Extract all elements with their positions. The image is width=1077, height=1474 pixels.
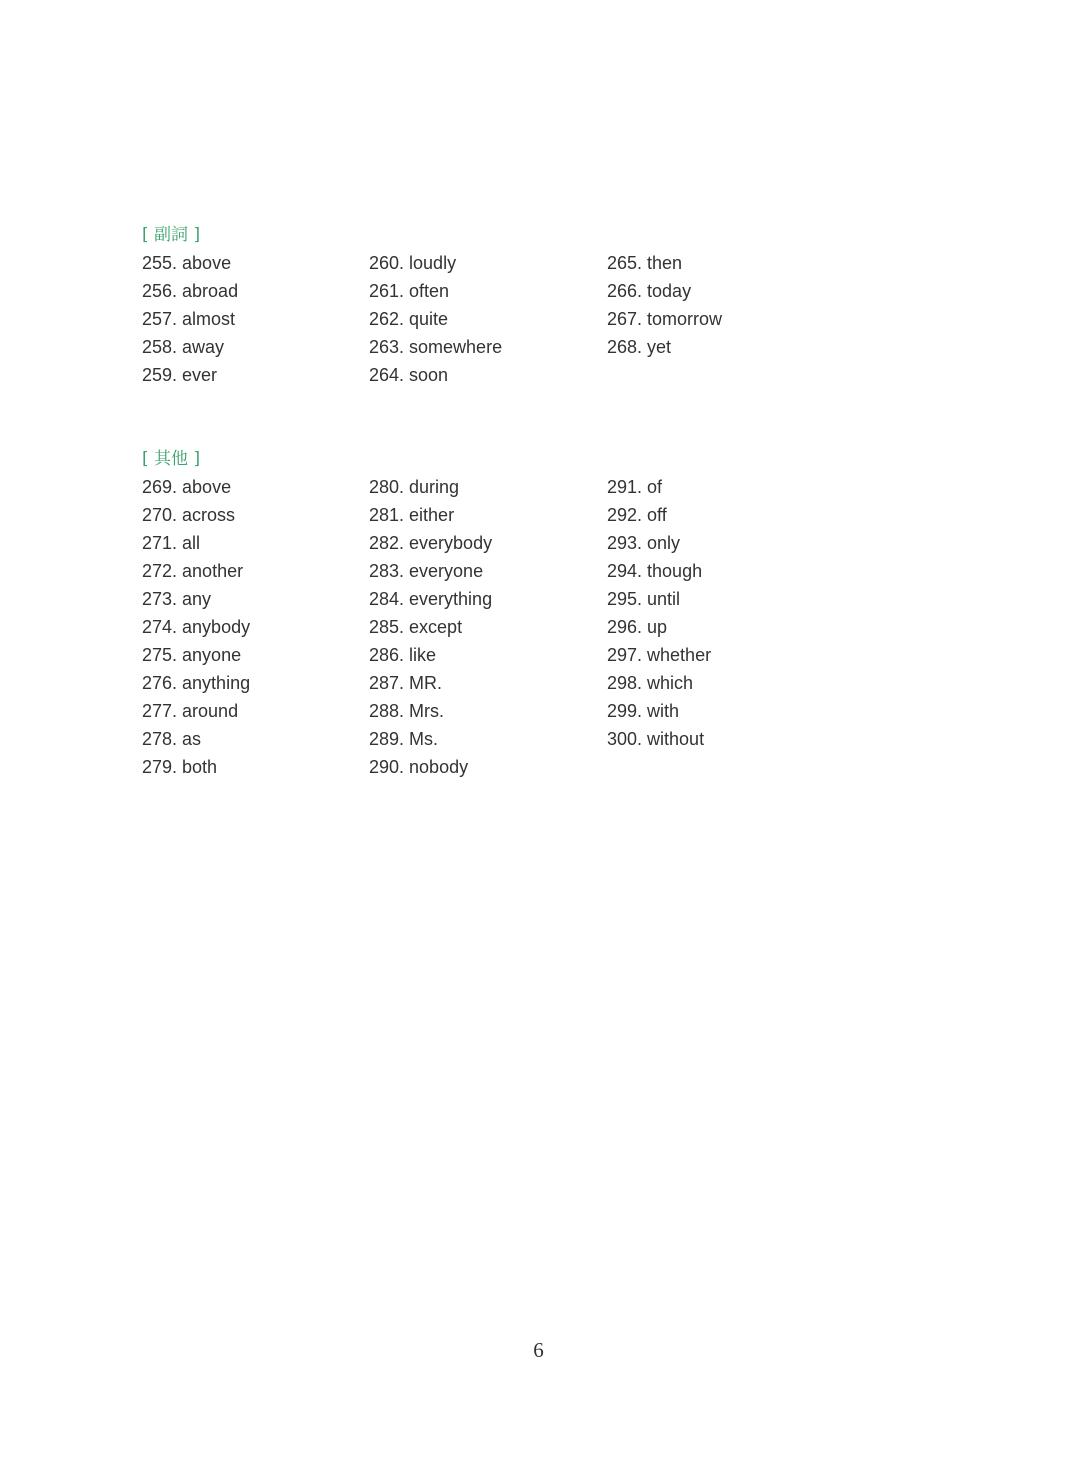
word-entry: 300. without	[607, 729, 705, 749]
word-entry: 289. Ms.	[369, 729, 439, 749]
word-entry: 290. nobody	[369, 757, 469, 777]
word-entry: 279. both	[142, 757, 218, 777]
word-entry: 257. almost	[142, 309, 236, 329]
word-entry: 272. another	[142, 561, 244, 581]
word-entry: 267. tomorrow	[607, 309, 723, 329]
word-entry: 293. only	[607, 533, 681, 553]
word-entry: 276. anything	[142, 673, 251, 693]
word-entry: 277. around	[142, 701, 239, 721]
word-entry: 284. everything	[369, 589, 493, 609]
word-column	[607, 249, 722, 361]
word-entry: 274. anybody	[142, 617, 251, 637]
word-entry: 283. everyone	[369, 561, 484, 581]
section-heading: [ 其他 ]	[142, 449, 201, 469]
section-heading: [ 副詞 ]	[142, 225, 201, 245]
word-entry: 278. as	[142, 729, 202, 749]
word-entry: 291. of	[607, 477, 663, 497]
word-entry: 262. quite	[369, 309, 449, 329]
word-column	[369, 473, 492, 781]
word-entry: 282. everybody	[369, 533, 493, 553]
word-entry: 264. soon	[369, 365, 449, 385]
word-entry: 275. anyone	[142, 645, 242, 665]
word-entry: 256. abroad	[142, 281, 239, 301]
word-entry: 270. across	[142, 505, 236, 525]
word-entry: 287. MR.	[369, 673, 443, 693]
word-column	[142, 249, 238, 389]
word-entry: 260. loudly	[369, 253, 457, 273]
word-entry: 263. somewhere	[369, 337, 503, 357]
word-entry: 288. Mrs.	[369, 701, 445, 721]
word-entry: 280. during	[369, 477, 460, 497]
word-column	[142, 473, 250, 781]
word-entry: 258. away	[142, 337, 225, 357]
word-entry: 265. then	[607, 253, 683, 273]
word-entry: 299. with	[607, 701, 680, 721]
word-entry: 259. ever	[142, 365, 218, 385]
word-entry: 273. any	[142, 589, 212, 609]
word-entry: 297. whether	[607, 645, 712, 665]
word-entry: 281. either	[369, 505, 455, 525]
word-entry: 296. up	[607, 617, 668, 637]
page-number: 6	[533, 1338, 544, 1362]
section-others	[142, 445, 942, 777]
word-entry: 292. off	[607, 505, 667, 525]
word-entry: 269. above	[142, 477, 232, 497]
word-entry: 268. yet	[607, 337, 672, 357]
word-entry: 285. except	[369, 617, 463, 637]
word-entry: 266. today	[607, 281, 692, 301]
word-entry: 286. like	[369, 645, 437, 665]
word-entry: 294. though	[607, 561, 703, 581]
word-entry: 298. which	[607, 673, 694, 693]
word-column	[607, 473, 711, 753]
word-entry: 261. often	[369, 281, 450, 301]
word-column	[369, 249, 502, 389]
section-adverbs	[142, 221, 942, 385]
word-entry: 295. until	[607, 589, 681, 609]
word-entry: 271. all	[142, 533, 201, 553]
word-entry: 255. above	[142, 253, 232, 273]
